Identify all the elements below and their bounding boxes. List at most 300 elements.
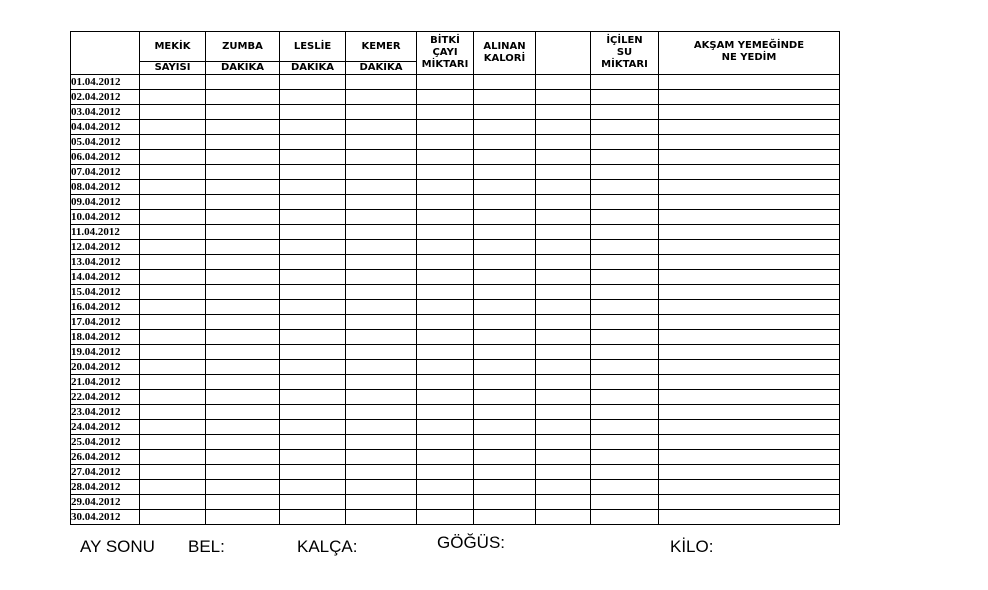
kalori-cell[interactable] <box>474 345 536 360</box>
mekik-cell[interactable] <box>140 375 206 390</box>
mekik-cell[interactable] <box>140 450 206 465</box>
aksam-cell[interactable] <box>659 345 840 360</box>
kalori-cell[interactable] <box>474 225 536 240</box>
mekik-cell[interactable] <box>140 360 206 375</box>
table-row <box>71 330 840 345</box>
mekik-cell[interactable] <box>140 330 206 345</box>
mekik-cell[interactable] <box>140 120 206 135</box>
mekik-cell[interactable] <box>140 390 206 405</box>
blank-cell[interactable] <box>536 180 591 195</box>
mekik-cell[interactable] <box>140 345 206 360</box>
table-row <box>71 495 840 510</box>
su-cell[interactable] <box>591 510 659 525</box>
aksam-cell[interactable] <box>659 495 840 510</box>
blank-cell[interactable] <box>536 195 591 210</box>
blank-cell[interactable] <box>536 330 591 345</box>
kemer-cell[interactable] <box>346 330 417 345</box>
zumba-cell[interactable] <box>206 240 280 255</box>
kemer-cell[interactable] <box>346 360 417 375</box>
zumba-cell[interactable] <box>206 195 280 210</box>
blank-cell[interactable] <box>536 120 591 135</box>
table-row <box>71 210 840 225</box>
bitki-cell[interactable] <box>417 165 474 180</box>
su-cell[interactable] <box>591 240 659 255</box>
kemer-cell[interactable] <box>346 405 417 420</box>
kemer-cell[interactable] <box>346 390 417 405</box>
table-row <box>71 120 840 135</box>
aksam-cell[interactable] <box>659 420 840 435</box>
kalori-cell[interactable] <box>474 120 536 135</box>
su-cell[interactable] <box>591 465 659 480</box>
kalori-cell[interactable] <box>474 390 536 405</box>
mekik-cell[interactable] <box>140 255 206 270</box>
mekik-cell[interactable] <box>140 90 206 105</box>
zumba-cell[interactable] <box>206 150 280 165</box>
bitki-cell[interactable] <box>417 330 474 345</box>
aksam-cell[interactable] <box>659 390 840 405</box>
leslie-unit-header: DAKİKA <box>280 62 346 75</box>
kalori-cell[interactable] <box>474 375 536 390</box>
leslie-cell[interactable] <box>280 315 346 330</box>
bitki-cell[interactable] <box>417 90 474 105</box>
blank-cell[interactable] <box>536 420 591 435</box>
kalori-cell[interactable] <box>474 435 536 450</box>
blank-cell[interactable] <box>536 285 591 300</box>
kalori-cell[interactable] <box>474 510 536 525</box>
zumba-cell[interactable] <box>206 405 280 420</box>
su-cell[interactable] <box>591 270 659 285</box>
kalori-cell[interactable] <box>474 360 536 375</box>
su-cell[interactable] <box>591 495 659 510</box>
leslie-cell[interactable] <box>280 240 346 255</box>
leslie-cell[interactable] <box>280 225 346 240</box>
kemer-cell[interactable] <box>346 90 417 105</box>
su-cell[interactable] <box>591 345 659 360</box>
zumba-cell[interactable] <box>206 225 280 240</box>
zumba-cell[interactable] <box>206 285 280 300</box>
kalori-cell[interactable] <box>474 420 536 435</box>
zumba-cell[interactable] <box>206 495 280 510</box>
blank-cell[interactable] <box>536 360 591 375</box>
table-row <box>71 465 840 480</box>
kemer-cell[interactable] <box>346 135 417 150</box>
aksam-cell[interactable] <box>659 315 840 330</box>
su-cell[interactable] <box>591 210 659 225</box>
leslie-cell[interactable] <box>280 195 346 210</box>
leslie-cell[interactable] <box>280 450 346 465</box>
mekik-cell[interactable] <box>140 270 206 285</box>
kemer-cell[interactable] <box>346 300 417 315</box>
aksam-cell[interactable] <box>659 225 840 240</box>
aksam-cell[interactable] <box>659 450 840 465</box>
bitki-cell[interactable] <box>417 240 474 255</box>
bitki-cell[interactable] <box>417 390 474 405</box>
kalori-cell[interactable] <box>474 450 536 465</box>
su-cell[interactable] <box>591 300 659 315</box>
blank-cell[interactable] <box>536 495 591 510</box>
leslie-cell[interactable] <box>280 435 346 450</box>
su-cell[interactable] <box>591 285 659 300</box>
zumba-cell[interactable] <box>206 345 280 360</box>
kemer-cell[interactable] <box>346 75 417 90</box>
bitki-cell[interactable] <box>417 105 474 120</box>
bitki-cell[interactable] <box>417 510 474 525</box>
mekik-cell[interactable] <box>140 315 206 330</box>
zumba-cell[interactable] <box>206 105 280 120</box>
aksam-cell[interactable] <box>659 165 840 180</box>
bitki-cell[interactable] <box>417 465 474 480</box>
su-cell[interactable] <box>591 120 659 135</box>
aksam-cell[interactable] <box>659 465 840 480</box>
su-cell[interactable] <box>591 180 659 195</box>
mekik-cell[interactable] <box>140 225 206 240</box>
mekik-cell[interactable] <box>140 285 206 300</box>
kemer-cell[interactable] <box>346 510 417 525</box>
leslie-header: LESLİE <box>280 32 346 62</box>
kemer-cell[interactable] <box>346 210 417 225</box>
blank-cell[interactable] <box>536 405 591 420</box>
su-cell[interactable] <box>591 150 659 165</box>
bitki-cell[interactable] <box>417 180 474 195</box>
blank-cell[interactable] <box>536 300 591 315</box>
su-cell[interactable] <box>591 480 659 495</box>
leslie-cell[interactable] <box>280 420 346 435</box>
date-cell: 19.04.2012 <box>71 345 140 360</box>
date-cell: 20.04.2012 <box>71 360 140 375</box>
aksam-cell[interactable] <box>659 240 840 255</box>
zumba-cell[interactable] <box>206 480 280 495</box>
table-row <box>71 315 840 330</box>
date-cell: 18.04.2012 <box>71 330 140 345</box>
gogus-label: GÖĞÜS: <box>437 533 506 552</box>
su-cell[interactable] <box>591 105 659 120</box>
mekik-cell[interactable] <box>140 300 206 315</box>
aksam-cell[interactable] <box>659 480 840 495</box>
table-row <box>71 195 840 210</box>
kalori-cell[interactable] <box>474 150 536 165</box>
leslie-cell[interactable] <box>280 120 346 135</box>
mekik-cell[interactable] <box>140 435 206 450</box>
kemer-cell[interactable] <box>346 180 417 195</box>
mekik-cell[interactable] <box>140 180 206 195</box>
zumba-cell[interactable] <box>206 510 280 525</box>
kemer-cell[interactable] <box>346 375 417 390</box>
mekik-cell[interactable] <box>140 150 206 165</box>
leslie-cell[interactable] <box>280 75 346 90</box>
zumba-cell[interactable] <box>206 90 280 105</box>
bitki-cell[interactable] <box>417 75 474 90</box>
bitki-cell[interactable] <box>417 225 474 240</box>
zumba-cell[interactable] <box>206 120 280 135</box>
kalori-cell[interactable] <box>474 270 536 285</box>
blank-cell[interactable] <box>536 240 591 255</box>
su-cell[interactable] <box>591 435 659 450</box>
aksam-cell[interactable] <box>659 135 840 150</box>
zumba-cell[interactable] <box>206 270 280 285</box>
mekik-cell[interactable] <box>140 75 206 90</box>
blank-cell[interactable] <box>536 510 591 525</box>
bitki-cell[interactable] <box>417 450 474 465</box>
bitki-cell[interactable] <box>417 315 474 330</box>
table-row <box>71 225 840 240</box>
leslie-cell[interactable] <box>280 405 346 420</box>
zumba-cell[interactable] <box>206 255 280 270</box>
blank-cell[interactable] <box>536 345 591 360</box>
kalori-cell[interactable] <box>474 210 536 225</box>
kemer-cell[interactable] <box>346 225 417 240</box>
mekik-cell[interactable] <box>140 195 206 210</box>
su-cell[interactable] <box>591 360 659 375</box>
kalori-cell[interactable] <box>474 135 536 150</box>
kalori-cell[interactable] <box>474 240 536 255</box>
bitki-cell[interactable] <box>417 435 474 450</box>
mekik-cell[interactable] <box>140 495 206 510</box>
bitki-cell[interactable] <box>417 255 474 270</box>
zumba-cell[interactable] <box>206 300 280 315</box>
aksam-cell[interactable] <box>659 180 840 195</box>
leslie-cell[interactable] <box>280 135 346 150</box>
bitki-cell[interactable] <box>417 375 474 390</box>
mekik-cell[interactable] <box>140 420 206 435</box>
aksam-cell[interactable] <box>659 270 840 285</box>
mekik-cell[interactable] <box>140 105 206 120</box>
bitki-cell[interactable] <box>417 210 474 225</box>
blank-cell[interactable] <box>536 210 591 225</box>
bitki-cell[interactable] <box>417 405 474 420</box>
kemer-cell[interactable] <box>346 195 417 210</box>
blank-cell[interactable] <box>536 315 591 330</box>
su-cell[interactable] <box>591 390 659 405</box>
leslie-cell[interactable] <box>280 270 346 285</box>
blank-cell[interactable] <box>536 480 591 495</box>
table-row <box>71 360 840 375</box>
kalori-cell[interactable] <box>474 495 536 510</box>
kemer-cell[interactable] <box>346 150 417 165</box>
kalori-cell[interactable] <box>474 300 536 315</box>
aksam-cell[interactable] <box>659 120 840 135</box>
kalori-cell[interactable] <box>474 195 536 210</box>
zumba-cell[interactable] <box>206 450 280 465</box>
blank-cell[interactable] <box>536 165 591 180</box>
aksam-cell[interactable] <box>659 285 840 300</box>
su-cell[interactable] <box>591 255 659 270</box>
mekik-cell[interactable] <box>140 465 206 480</box>
kemer-cell[interactable] <box>346 420 417 435</box>
kemer-cell[interactable] <box>346 285 417 300</box>
su-cell[interactable] <box>591 165 659 180</box>
aksam-cell[interactable] <box>659 195 840 210</box>
leslie-cell[interactable] <box>280 495 346 510</box>
su-cell[interactable] <box>591 315 659 330</box>
ay-sonu-label: AY SONU <box>80 537 155 556</box>
su-cell[interactable] <box>591 375 659 390</box>
zumba-cell[interactable] <box>206 390 280 405</box>
aksam-cell[interactable] <box>659 105 840 120</box>
zumba-cell[interactable] <box>206 210 280 225</box>
aksam-cell[interactable] <box>659 300 840 315</box>
blank-cell[interactable] <box>536 225 591 240</box>
aksam-cell[interactable] <box>659 90 840 105</box>
date-cell: 15.04.2012 <box>71 285 140 300</box>
table-row <box>71 510 840 525</box>
aksam-cell[interactable] <box>659 150 840 165</box>
bitki-cell[interactable] <box>417 345 474 360</box>
su-cell[interactable] <box>591 405 659 420</box>
kalori-cell[interactable] <box>474 105 536 120</box>
kemer-cell[interactable] <box>346 450 417 465</box>
kemer-cell[interactable] <box>346 345 417 360</box>
kalori-cell[interactable] <box>474 285 536 300</box>
zumba-cell[interactable] <box>206 375 280 390</box>
date-cell: 29.04.2012 <box>71 495 140 510</box>
kalori-cell[interactable] <box>474 315 536 330</box>
zumba-cell[interactable] <box>206 165 280 180</box>
su-cell[interactable] <box>591 225 659 240</box>
mekik-cell[interactable] <box>140 210 206 225</box>
bitki-cell[interactable] <box>417 480 474 495</box>
leslie-cell[interactable] <box>280 375 346 390</box>
zumba-cell[interactable] <box>206 465 280 480</box>
bitki-cell[interactable] <box>417 195 474 210</box>
aksam-header-line-1: AKŞAM YEMEĞİNDE <box>693 40 805 51</box>
table-row <box>71 435 840 450</box>
date-cell: 14.04.2012 <box>71 270 140 285</box>
mekik-cell[interactable] <box>140 240 206 255</box>
zumba-cell[interactable] <box>206 360 280 375</box>
date-cell: 13.04.2012 <box>71 255 140 270</box>
blank-cell[interactable] <box>536 390 591 405</box>
kemer-cell[interactable] <box>346 315 417 330</box>
leslie-cell[interactable] <box>280 90 346 105</box>
zumba-cell[interactable] <box>206 330 280 345</box>
bitki-cell[interactable] <box>417 420 474 435</box>
table-row <box>71 105 840 120</box>
kalori-cell[interactable] <box>474 330 536 345</box>
kemer-cell[interactable] <box>346 495 417 510</box>
zumba-cell[interactable] <box>206 420 280 435</box>
kemer-cell[interactable] <box>346 435 417 450</box>
kemer-cell[interactable] <box>346 465 417 480</box>
date-cell: 25.04.2012 <box>71 435 140 450</box>
bitki-cell[interactable] <box>417 120 474 135</box>
mekik-cell[interactable] <box>140 510 206 525</box>
blank-cell[interactable] <box>536 90 591 105</box>
leslie-cell[interactable] <box>280 165 346 180</box>
bitki-cell[interactable] <box>417 300 474 315</box>
leslie-cell[interactable] <box>280 105 346 120</box>
kalori-cell[interactable] <box>474 255 536 270</box>
kemer-cell[interactable] <box>346 255 417 270</box>
kemer-cell[interactable] <box>346 120 417 135</box>
su-cell[interactable] <box>591 420 659 435</box>
leslie-cell[interactable] <box>280 150 346 165</box>
table-row <box>71 375 840 390</box>
blank-cell[interactable] <box>536 135 591 150</box>
leslie-cell[interactable] <box>280 465 346 480</box>
su-cell[interactable] <box>591 135 659 150</box>
aksam-cell[interactable] <box>659 360 840 375</box>
kemer-cell[interactable] <box>346 105 417 120</box>
kalori-cell[interactable] <box>474 165 536 180</box>
su-cell[interactable] <box>591 75 659 90</box>
kemer-cell[interactable] <box>346 165 417 180</box>
blank-cell[interactable] <box>536 75 591 90</box>
leslie-cell[interactable] <box>280 255 346 270</box>
zumba-cell[interactable] <box>206 75 280 90</box>
blank-cell[interactable] <box>536 255 591 270</box>
leslie-cell[interactable] <box>280 390 346 405</box>
leslie-cell[interactable] <box>280 480 346 495</box>
leslie-cell[interactable] <box>280 285 346 300</box>
aksam-cell[interactable] <box>659 210 840 225</box>
bitki-cell[interactable] <box>417 285 474 300</box>
blank-cell[interactable] <box>536 270 591 285</box>
mekik-cell[interactable] <box>140 165 206 180</box>
leslie-cell[interactable] <box>280 510 346 525</box>
kalori-cell[interactable] <box>474 90 536 105</box>
su-cell[interactable] <box>591 195 659 210</box>
kemer-cell[interactable] <box>346 240 417 255</box>
blank-cell[interactable] <box>536 150 591 165</box>
leslie-cell[interactable] <box>280 300 346 315</box>
aksam-cell[interactable] <box>659 510 840 525</box>
leslie-cell[interactable] <box>280 180 346 195</box>
bitki-cayi-header <box>417 32 474 75</box>
zumba-cell[interactable] <box>206 180 280 195</box>
bitki-cell[interactable] <box>417 495 474 510</box>
aksam-cell[interactable] <box>659 435 840 450</box>
bitki-cell[interactable] <box>417 150 474 165</box>
blank-cell[interactable] <box>536 375 591 390</box>
leslie-cell[interactable] <box>280 345 346 360</box>
kemer-cell[interactable] <box>346 270 417 285</box>
leslie-cell[interactable] <box>280 210 346 225</box>
zumba-cell[interactable] <box>206 135 280 150</box>
mekik-cell[interactable] <box>140 480 206 495</box>
bitki-cell[interactable] <box>417 135 474 150</box>
kalori-cell[interactable] <box>474 465 536 480</box>
table-row <box>71 390 840 405</box>
kalori-cell[interactable] <box>474 480 536 495</box>
mekik-cell[interactable] <box>140 405 206 420</box>
header-row-1 <box>71 32 840 62</box>
su-cell[interactable] <box>591 90 659 105</box>
aksam-cell[interactable] <box>659 75 840 90</box>
kalori-cell[interactable] <box>474 405 536 420</box>
su-cell[interactable] <box>591 450 659 465</box>
blank-cell[interactable] <box>536 450 591 465</box>
blank-cell[interactable] <box>536 435 591 450</box>
zumba-cell[interactable] <box>206 435 280 450</box>
kalori-cell[interactable] <box>474 180 536 195</box>
leslie-cell[interactable] <box>280 330 346 345</box>
kalori-cell[interactable] <box>474 75 536 90</box>
mekik-cell[interactable] <box>140 135 206 150</box>
zumba-cell[interactable] <box>206 315 280 330</box>
bitki-header-line-3: MİKTARI <box>421 59 469 70</box>
leslie-cell[interactable] <box>280 360 346 375</box>
su-cell[interactable] <box>591 330 659 345</box>
bitki-cell[interactable] <box>417 270 474 285</box>
blank-cell[interactable] <box>536 465 591 480</box>
aksam-cell[interactable] <box>659 255 840 270</box>
bitki-cell[interactable] <box>417 360 474 375</box>
aksam-cell[interactable] <box>659 405 840 420</box>
aksam-cell[interactable] <box>659 375 840 390</box>
kemer-cell[interactable] <box>346 480 417 495</box>
aksam-cell[interactable] <box>659 330 840 345</box>
blank-cell[interactable] <box>536 105 591 120</box>
